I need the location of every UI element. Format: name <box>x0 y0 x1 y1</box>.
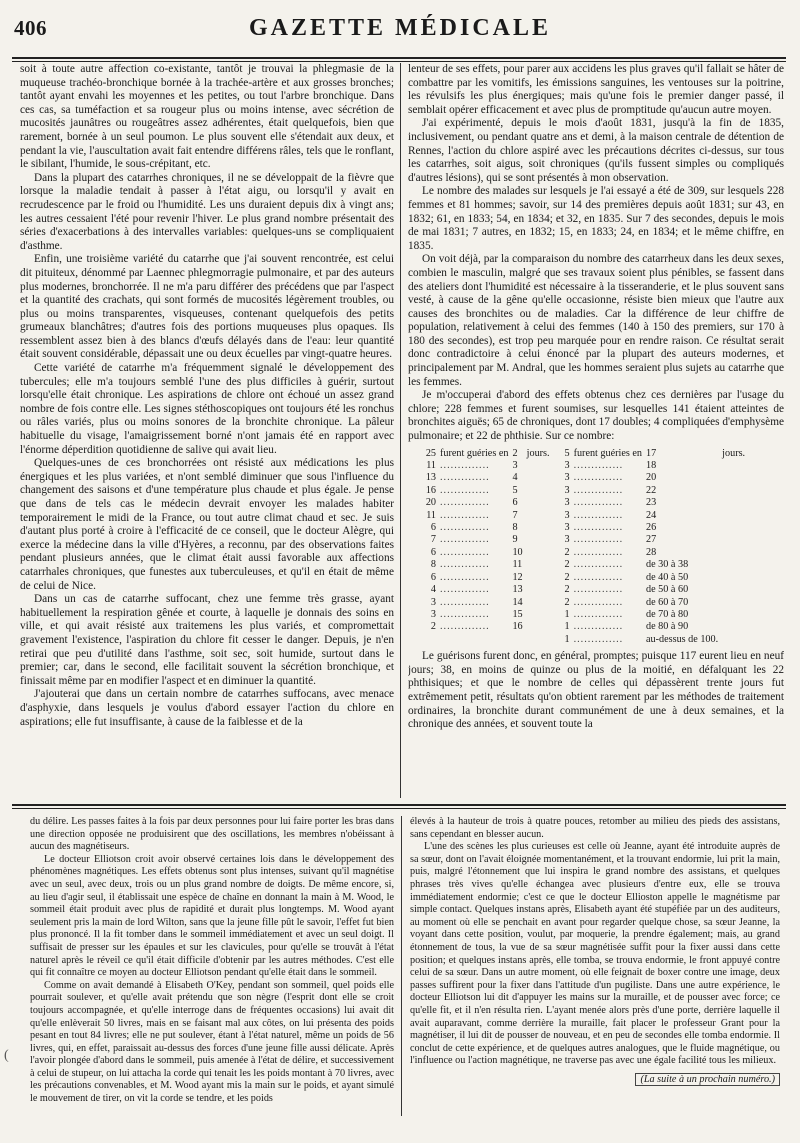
table-cell-label: .............. <box>440 509 490 521</box>
table-row <box>418 634 747 646</box>
table-cell-label: .............. <box>440 621 490 633</box>
table-cell-count: 6 <box>430 522 436 534</box>
table-row <box>418 460 747 472</box>
paragraph: élevés à la hauteur de trois à quatre pouces, retomber au milieu des pieds des assistans, sans cependant en blesser aucun. <box>410 816 780 840</box>
table-cell-days: de 70 à 80 <box>646 608 689 620</box>
table-cell-count: 1 <box>564 621 570 633</box>
table-cell-label: .............. <box>573 559 624 571</box>
paragraph: Enfin, une troisième variété du catarrhe que j'ai souvent rencontrée, est celui dit pituiteux, dénommé par Laennec phlegmorragie pulmonaire, et par des auteurs plus modernes, bronchorrée. Il ne m'a paru différer des précédens que par l'aspect et la quantité des crachats, qui sont formés de mucosités légèrement troubles, ou plus ou moins transparentes, visqueuses, contenant quelquefois des petits grumeaux blanchâtres; d'autres fois des portions muqueuses plus opaques. Ils ressemblent assez bien à des blancs d'œufs délayés dans de l'eau: leur quantité était souvent considérable, dépassait une ou deux écuelles par vingt-quatre heures. <box>20 253 394 361</box>
table-row <box>418 572 747 584</box>
continuation-note: (La suite à un prochain numéro.) <box>410 1074 780 1087</box>
table-cell-days: de 30 à 38 <box>646 559 689 571</box>
table-cell-label: .............. <box>573 534 624 546</box>
table-cell-days: 16 <box>512 621 523 633</box>
paragraph: Le docteur Elliotson croit avoir observé certaines lois dans le développement des phénomènes magnétiques. Les effets obtenus sont plus intenses, suivant qu'il magnétise avec un seul, avec deux, trois ou un plus grand nombre de doigts. De même encore, si, au lieu d'agir seul, il établissait une espèce de chaîne en donnant la main à M. Wood, le sommeil était produit avec plus de rapidité et durait plus longtemps. M. Wood ayant seulement pris la main de lord Wilton, sans que la jeune fille pût le savoir, l'effet fut bien plus prononcé. Il la fit tomber dans le sommeil immédiatement et avec un seul doigt. Il suffisait de presser sur les épaules et sur les clavicules, pour qu'elle se trouvât à l'état naturel après le réveil ce qu'il était difficile d'obtenir par les autres méthodes. C'est elle qui fit connaître ce moyen au docteur Elliotson pendant qu'elle était dans le sommeil. <box>30 853 394 979</box>
table-cell-days: de 80 à 90 <box>646 621 689 633</box>
table-cell-count: 2 <box>564 584 570 596</box>
table-cell-count: 6 <box>430 571 436 583</box>
cure-duration-table <box>418 448 747 647</box>
table-cell-label: .............. <box>573 608 624 620</box>
table-cell-unit <box>525 584 552 596</box>
paragraph: J'ai expérimenté, depuis le mois d'août 1831, jusqu'à la fin de 1835, inclusivement, ou pendant quatre ans et demi, à la maison centrale de détention de Rennes, l'action du chlore aspiré avec les précautions décrites ci-dessus, sur tous les catarrhes, soit aigus, soit chroniques (qu'ils fussent simples ou compliqués d'autres lésions), qui se sont présentés à mon observation. <box>408 117 784 184</box>
table-cell-days: 4 <box>512 472 518 484</box>
table-cell-count: 1 <box>564 608 570 620</box>
table-cell-label: .............. <box>440 608 490 620</box>
table-cell-unit <box>525 559 552 571</box>
table-cell-count: 2 <box>430 621 436 633</box>
table-cell-count: 3 <box>564 509 570 521</box>
table-cell-label: .............. <box>440 497 490 509</box>
table-cell-count: 3 <box>564 497 570 509</box>
table-cell-label: .............. <box>440 596 490 608</box>
table-cell-days: 8 <box>512 522 518 534</box>
table-cell-count: 13 <box>425 472 436 484</box>
table-cell-count: 3 <box>430 596 436 608</box>
paragraph: Dans un cas de catarrhe suffocant, chez une femme très grasse, ayant habituellement la respiration gênée et courte, à laquelle je donnais des soins en ville, et qui avait résisté aux traitemens les plus variés, et compromettait gravement l'existence, l'aspiration du chlore fit cesser le danger. Depuis, je n'en retirai que peu d'utilité dans l'asthme, soit sec, soit humide, surtout dans le premier; car, dans le second, elle facilitait souvent la sécrétion bronchique, et finissait même par en modifier l'aspect et en diminuer la quantité. <box>20 593 394 687</box>
table-cell-unit <box>720 534 747 546</box>
table-cell-count: 3 <box>564 534 570 546</box>
table-cell-unit <box>720 584 747 596</box>
table-cell-label: .............. <box>440 522 490 534</box>
table-cell-days: 13 <box>512 584 523 596</box>
page-number: 406 <box>14 16 47 40</box>
table-cell-unit: jours. <box>526 447 550 459</box>
feuilleton-column-left <box>30 816 394 1136</box>
table-cell-days: 24 <box>646 509 657 521</box>
table-cell-days: 22 <box>646 484 657 496</box>
paragraph: Le guérisons furent donc, en général, promptes; puisque 117 eurent lieu en neuf jours; 38, en moins de quinze ou plus de la moitié, en défalquant les 22 phthisiques; et que le nombre de celles qui dépassèrent trente jours fut extrêmement petit, résultats qu'on obtient rarement par les méthodes de traitement ordinaires, la bronchite durant communément de une à deux semaines, et la chronique des années, et souvent toute la <box>408 650 784 731</box>
table-cell-days: 7 <box>512 509 518 521</box>
table-cell-unit <box>525 472 552 484</box>
table-cell-label: .............. <box>573 472 624 484</box>
table-cell-days: 28 <box>646 546 657 558</box>
table-row <box>418 510 747 522</box>
table-cell-count <box>418 634 438 646</box>
table-row <box>418 597 747 609</box>
table-cell-label: .............. <box>440 559 490 571</box>
table-cell-unit <box>720 472 747 484</box>
table-cell-label: furent guéries en <box>440 447 509 459</box>
table-cell-label: .............. <box>440 460 490 472</box>
table-cell-days: 3 <box>512 460 518 472</box>
table-cell-label: furent guéries en <box>573 447 643 459</box>
table-cell-unit <box>720 609 747 621</box>
table-cell-count: 25 <box>425 447 436 459</box>
table-cell-label: .............. <box>573 621 624 633</box>
paragraph: Quelques-unes de ces bronchorrées ont résisté aux médications les plus énergiques et les plus variées, et n'ont semblé diminuer que sous l'influence du changement des saisons et d'une température plus chaude et plus égale. Je pense que dans de tels cas le médecin devrait envoyer les malades habiter temporairement le midi de la France, ou tout autre climat chaud et sec. Je suis d'autant plus porté à croire à l'efficacité de ce conseil, que le docteur Alègre, qui exerce la médecine dans la ville d'Hyères, a reconnu, par des observations faites pendant plusieurs années, que le climat était aussi favorable aux affections catarrhales chroniques, que funestes aux tuberculeuses, et qu'il en était de même de celui de Nice. <box>20 457 394 592</box>
table-cell-unit <box>525 597 552 609</box>
table-cell-unit <box>525 510 552 522</box>
table-cell-count: 3 <box>564 522 570 534</box>
table-cell-label: .............. <box>440 571 490 583</box>
table-cell-count: 5 <box>564 447 570 459</box>
table-cell-count: 11 <box>426 509 436 521</box>
table-row <box>418 448 747 460</box>
table-cell-unit <box>525 534 552 546</box>
table-cell-days: 10 <box>512 546 523 558</box>
header-rule <box>12 57 786 62</box>
table-cell-label: .............. <box>573 509 624 521</box>
table-cell-count: 3 <box>564 484 570 496</box>
paragraph: Le nombre des malades sur lesquels je l'ai essayé a été de 309, sur lesquels 228 femmes et 81 hommes; savoir, sur 14 des premières depuis août 1831; sur 43, en 1832; 61, en 1833; 54, en 1834; et 32, en 1835. Sur 7 des secondes, depuis le mois de mai 1831; 7 autres, en 1832; 15, en 1833; 24, en 1834; et le même chiffre, en 1835. <box>408 185 784 252</box>
table-cell-days: 17 <box>646 447 657 459</box>
table-cell-days: 23 <box>646 497 657 509</box>
table-row <box>418 497 747 509</box>
table-cell-unit <box>525 547 552 559</box>
table-cell-unit <box>720 621 747 633</box>
table-cell-label: .............. <box>573 546 624 558</box>
table-cell-days: 27 <box>646 534 657 546</box>
paragraph: Cette variété de catarrhe m'a fréquemment signalé le développement des tubercules; elle m'a toujours semblé l'une des plus difficiles à guérir, surtout lorsqu'elle était chronique. Les aspirations de chlore ont échoué un assez grand nombre de fois contre elle. Les signes stéthoscopiques ont toujours été les ronchus ou râles variés, plus ou moins sonores de la bronchite chronique. La pâleur habituelle du visage, l'amaigrissement borné n'ont jamais été en rapport avec l'énorme déperdition quotidienne de salive qui avait lieu. <box>20 362 394 456</box>
table-cell-days: 12 <box>512 571 523 583</box>
paragraph: Comme on avait demandé à Elisabeth O'Key, pendant son sommeil, quel poids elle pourrait soulever, et qu'elle avait prétendu que son nègre (l'esprit dont elle se croit toujours accompagnée, et qu'elle interroge dans de fréquentes occasions) lui avait dit qu'elle enlèverait 50 livres, mais en se faisant mal aux côtes, on lui présenta des poids pesant en tout 84 livres; elle ne put soulever, étant à l'état naturel, même un poids de 56 livres, qui, en effet, paraissait au-dessus des forces d'une jeune fille aussi délicate. Après l'avoir plongée d'abord dans le sommeil, puis amenée à l'état de délire, et successivement à celui de stupeur, on lui attacha la corde qui tenait les les poids montant à 70 livres, avec les précautions convenables, et M. Wood ayant mis la main sur le poids, et ayant simulé le mouvement de tirer, on vit la corde se tendre, et les poids <box>30 979 394 1105</box>
feuilleton-column-right <box>410 816 780 1136</box>
table-cell-days: de 60 à 70 <box>646 596 689 608</box>
table-cell-unit <box>720 485 747 497</box>
table-cell-unit <box>525 497 552 509</box>
table-cell-unit <box>720 547 747 559</box>
table-cell-days: au-dessus de 100. <box>646 633 719 645</box>
table-cell-count: 6 <box>430 546 436 558</box>
table-cell-count: 3 <box>564 472 570 484</box>
table-cell-unit <box>525 460 552 472</box>
table-row <box>418 472 747 484</box>
table-cell-unit <box>720 497 747 509</box>
table-cell-label: .............. <box>573 460 624 472</box>
table-cell-label: .............. <box>440 484 490 496</box>
paragraph: Dans la plupart des catarrhes chroniques, il ne se développait de la fièvre que lorsque la maladie tendait à passer à l'état aigu, ou lorsqu'il y avait en recrudescence par le froid ou l'humidité. Les uns duraient depuis dix à vingt ans; les autres cessaient l'été pour revenir l'hiver. Le plus grand nombre présentait des séries d'exacerbations à des intervalles variables: quelques-uns se compliquaient d'asthme. <box>20 171 394 252</box>
table-cell-unit <box>720 460 747 472</box>
table-cell-days <box>510 634 524 646</box>
table-cell-days: 18 <box>646 460 657 472</box>
table-cell-days: 14 <box>512 596 523 608</box>
table-row <box>418 621 747 633</box>
table-cell-unit <box>525 621 552 633</box>
table-cell-unit <box>525 609 552 621</box>
table-row <box>418 584 747 596</box>
column-left <box>20 63 394 798</box>
paragraph: soit à toute autre affection co-existante, tantôt je trouvai la phlegmasie de la muqueuse trachéo-bronchique bornée à la trachée-artère et aux grosses bronches; tantôt ayant envahi les moyennes et les petites, ou tout l'arbre bronchique. Dans ces cas, sa tuméfaction et sa rougeur plus ou moins intense, avec sécrétion de mucosités jaunâtres ou rougeâtres assez adhérentes, était quelquefois, bien que rarement, bornée à un seul poumon. Le plus souvent elle s'étendait aux deux, et pendant la vie, l'auscultation avait fait entendre différens râles, tels que le ronflant, le sibilant, l'humide, le sous-crépitant, etc. <box>20 63 394 171</box>
table-cell-label: .............. <box>573 522 624 534</box>
table-cell-unit <box>525 634 552 646</box>
table-cell-label: .............. <box>440 534 490 546</box>
table-cell-count: 7 <box>430 534 436 546</box>
table-cell-count: 20 <box>425 497 436 509</box>
table-cell-count: 2 <box>564 559 570 571</box>
table-cell-unit <box>525 522 552 534</box>
table-cell-count: 11 <box>426 460 436 472</box>
table-cell-unit <box>525 572 552 584</box>
table-cell-days: de 40 à 50 <box>646 571 689 583</box>
table-cell-count: 16 <box>425 484 436 496</box>
table-cell-days: 11 <box>512 559 523 571</box>
table-cell-days: 2 <box>512 447 518 459</box>
table-cell-label: .............. <box>573 584 624 596</box>
table-cell-days: 20 <box>646 472 657 484</box>
table-cell-count: 2 <box>564 596 570 608</box>
table-row <box>418 547 747 559</box>
table-cell-label: .............. <box>573 484 624 496</box>
table-cell-unit <box>720 510 747 522</box>
table-cell-days: 9 <box>512 534 518 546</box>
table-cell-label: .............. <box>573 596 624 608</box>
table-row <box>418 609 747 621</box>
paragraph: L'une des scènes les plus curieuses est celle où Jeanne, ayant été introduite auprès de sa sœur, dont on l'avait éloignée momentanément, et la trouvant endormie, lui prit la main, puis, malgré l'étonnement que lui inspira le grand nombre des assistans, et quelques phrases très vives qu'elle échangea avec plusieurs d'entre eux, elle se trouva immédiatement endormie; c'est ce que le docteur Ellioston appelle le magnétisme par simple contact. Quelques instans après, Elisabeth ayant été stupéfiée par un des auditeurs, au moment où elle se penchait en avant pour regarder quelque chose, sa sœur Jeanne, la voyant dans cette position, voulut, par moquerie, la prendre également; mais, au grand étonnement de tous, la vue de sa sœur magnétisée suffit pour la fixer aussi dans cette position; et quelques instans après, elle tomba, se trouva endormie, le front appuyé contre celui de sa sœur. Dans un autre moment, où elle feignait de boxer contre une image, deux passes suffirent pour la fixer dans l'attitude d'un pugiliste. Dans une autre expérience, le docteur Elliotson lui dit d'appuyer les mains sur la muraille, et de pousser avec force; ce qu'elle fit, et il n'en résulta rien. L'ayant menée alors près d'une porte, derrière laquelle il avait auparavant, comme derrière la muraille, fait placer le professeur Grant pour la magnétiser, il lui dit de pousser de nouveau, et en peu de secondes elle tomba endormie. Il conclut de cette expérience, et de quelques autres analogues, que le fluide magnétique, ou l'influence ou l'action magnétique, ne traverse pas avec une égale facilité tous les milieux. <box>410 841 780 1067</box>
table-cell-count: 2 <box>564 571 570 583</box>
table-cell-label: .............. <box>440 472 490 484</box>
table-cell-label: .............. <box>440 546 490 558</box>
table-cell-label: .............. <box>573 497 624 509</box>
table-cell-unit <box>720 572 747 584</box>
table-cell-label <box>438 634 510 646</box>
table-row <box>418 522 747 534</box>
column-right <box>408 63 784 798</box>
section-rule <box>12 804 786 809</box>
table-cell-label: .............. <box>440 584 490 596</box>
table-cell-label: .............. <box>573 571 624 583</box>
table-cell-days: de 50 à 60 <box>646 584 689 596</box>
table-cell-count: 3 <box>430 608 436 620</box>
table-cell-days: 6 <box>512 497 518 509</box>
table-cell-label: .............. <box>573 633 624 645</box>
table-cell-unit <box>525 485 552 497</box>
table-row <box>418 559 747 571</box>
table-cell-days: 26 <box>646 522 657 534</box>
table-cell-unit <box>720 634 747 646</box>
paragraph: J'ajouterai que dans un certain nombre de catarrhes suffocans, avec menace d'asphyxie, dans lesquels je voulus d'abord essayer l'action du chlore en aspirations; elle fut insuffisante, à cause de la faiblesse et de la <box>20 688 394 728</box>
column-divider <box>400 63 401 798</box>
table-row <box>418 485 747 497</box>
paragraph: Je m'occuperai d'abord des effets obtenus chez ces dernières par l'usage du chlore; 228 femmes et furent soumises, sur lesquelles 141 étaient atteintes de bronchites aiguës; 65 de chroniques, dont 17 doubles; 4 compliquées d'emphysème pulmonaire; et 22 de phthisie. Sur ce nombre: <box>408 389 784 443</box>
margin-mark: ( <box>4 1048 9 1063</box>
table-cell-unit <box>720 597 747 609</box>
table-cell-unit: jours. <box>722 447 746 459</box>
table-cell-days: 5 <box>512 484 518 496</box>
paragraph: On voit déjà, par la comparaison du nombre des catarrheux dans les deux sexes, combien le masculin, malgré que ses travaux soient plus pénibles, se fassent dans des ateliers dont l'humidité est nécessaire à la tisseranderie, et le plus souvent sans vesté, à cause de la gêne qu'elle occasionne, résiste bien mieux que l'autre aux causes des bronchites ou de maladies. Car la différence de leur chiffre de population, relativement à celui des femmes (140 à 150 des premiers, sur 170 à 180 des secondes), est trop peu marquée pour en rendre raison. Ce résultat serait donc contradictoire à celui énoncé par la plupart des auteurs modernes, et principalement par M. Andral, que les hommes seraient plus sujets au catarrhe que les femmes. <box>408 253 784 388</box>
paragraph: du délire. Les passes faites à la fois par deux personnes pour lui faire porter les bras dans une direction opposée ne produisirent que des oscillations, les membres n'obéissant à aucun des magnétiseurs. <box>30 816 394 853</box>
table-cell-count: 4 <box>430 584 436 596</box>
table-cell-count: 3 <box>564 460 570 472</box>
table-cell-count: 8 <box>430 559 436 571</box>
table-row <box>418 534 747 546</box>
table-cell-unit <box>720 522 747 534</box>
table-cell-count: 1 <box>564 633 570 645</box>
journal-title: GAZETTE MÉDICALE <box>248 15 552 41</box>
paragraph: lenteur de ses effets, pour parer aux accidens les plus graves qu'il fallait se hâter de combattre par les vomitifs, les émissions sanguines, les ventouses sur la poitrine, les révulsifs les plus énergiques; mais qu'une fois le premier danger passé, il semblait opérer efficacement et avec plus de promptitude qu'aucun autre moyen. <box>408 63 784 116</box>
column-divider <box>401 816 402 1116</box>
table-cell-days: 15 <box>512 608 523 620</box>
table-cell-count: 2 <box>564 546 570 558</box>
table-cell-unit <box>720 559 747 571</box>
